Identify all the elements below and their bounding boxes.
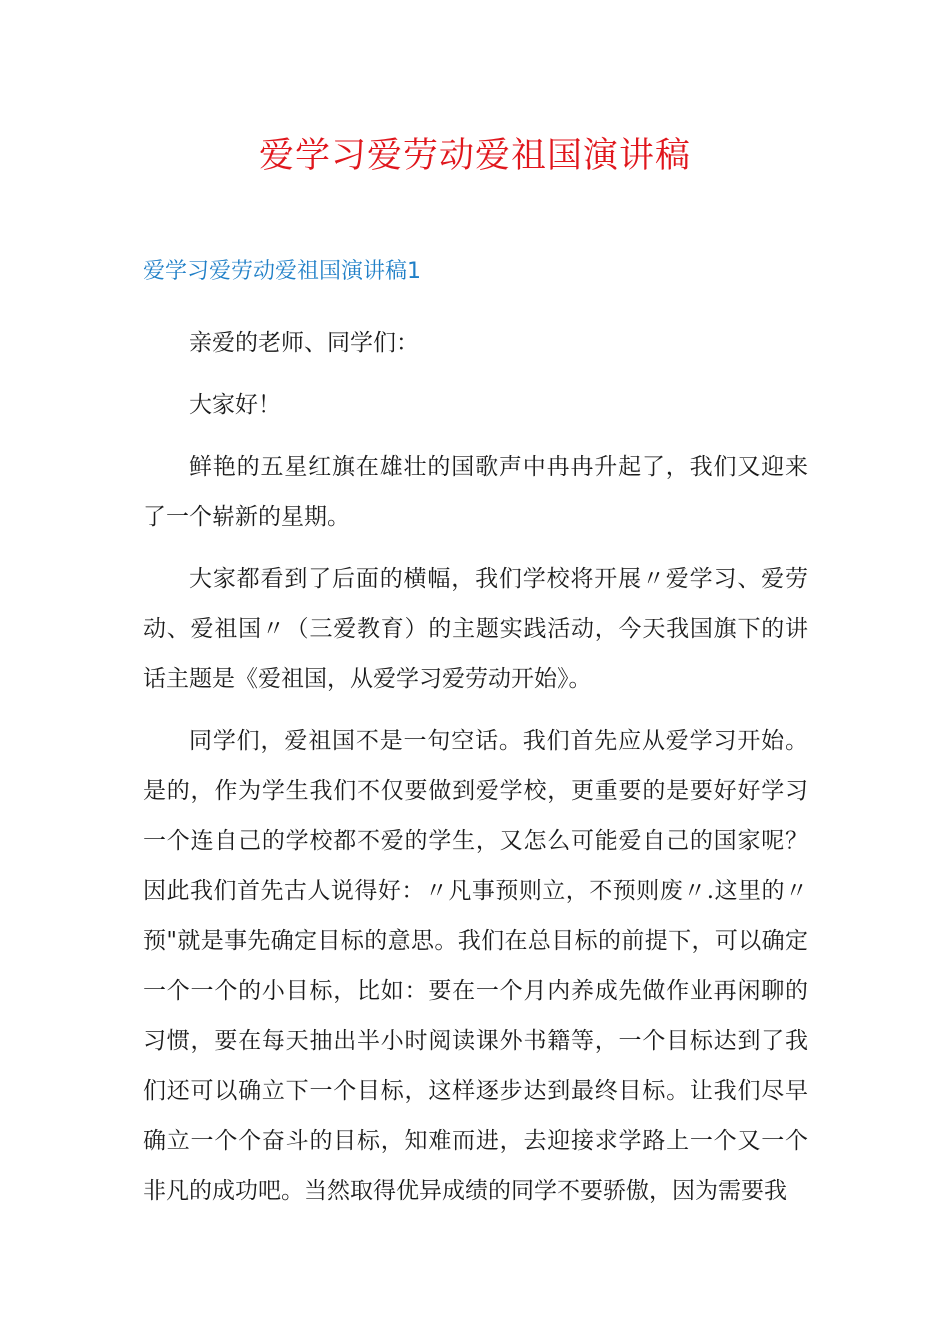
paragraph: 鲜艳的五星红旗在雄壮的国歌声中冉冉升起了，我们又迎来了一个崭新的星期。 [143,454,808,530]
section-heading: 爱学习爱劳动爱祖国演讲稿1 [143,259,421,284]
document-title: 爱学习爱劳动爱祖国演讲稿 [258,136,691,176]
paragraph-salutation: 大家好！ [189,392,281,418]
paragraph-greeting: 亲爱的老师、同学们： [189,330,419,356]
paragraph: 同学们，爱祖国不是一句空话。我们首先应从爱学习开始。是的，作为学生我们不仅要做到爱学校，更重要的是要好好学习一个连自己的学校都不爱的学生，又怎么可能爱自己的国家呢？因此我们首先古人说得好：〃凡事预则立，不预则废〃.这里的〃预"就是事先确定目标的意思。我们在总目标的前提下，可以确定一个一个的小目标，比如：要在一个月内养成先做作业再闲聊的习惯，要在每天抽出半小时阅读课外书籍等，一个目标达到了我们还可以确立下一个目标，这样逐步达到最终目标。让我们尽早确立一个个奋斗的目标，知难而进，去迎接求学路上一个又一个非凡的成功吧。当然取得优异成绩的同学不要骄傲，因为需要我 [143,728,808,1204]
paragraph: 大家都看到了后面的横幅，我们学校将开展〃爱学习、爱劳动、爱祖国〃（三爱教育）的主题实践活动，今天我国旗下的讲话主题是《爱祖国，从爱学习爱劳动开始》。 [143,566,808,692]
document-body [143,318,808,1216]
